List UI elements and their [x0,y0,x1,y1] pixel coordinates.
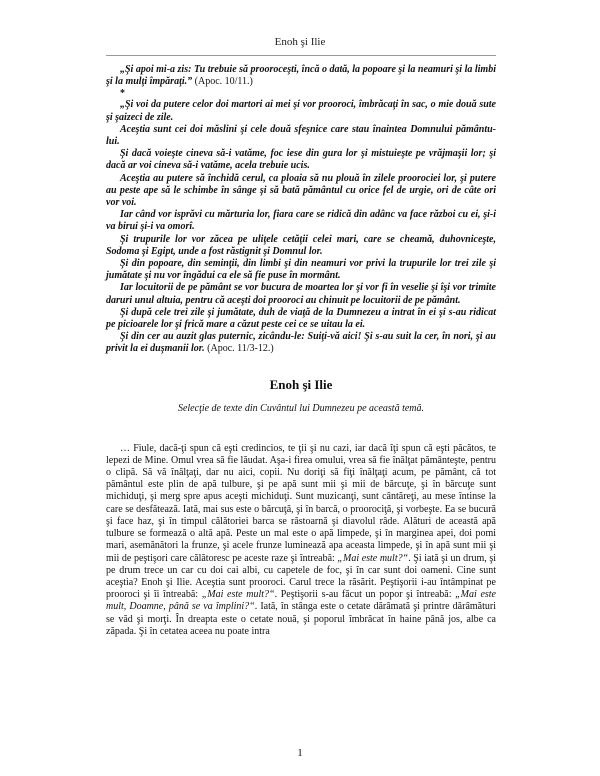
quote-paragraph: Iar când vor isprăvi cu mărturia lor, fiara care se ridică din adânc va face război cu ei, şi-i va birui şi-i va omorî. [106,209,496,233]
body-text-part: . Iată, în stânga este o cetate dărâmată şi printre dărâmături se văd şi morţi. În dreapta este o cetate nouă, şi poporul îmbrăcat în haine până jos, albe ca zăpada. Şi în cetatea aceea nu poate intra [106,601,496,637]
quote-paragraph: Aceştia au putere să închidă cerul, ca ploaia să nu plouă în zilele proorociei lor, şi putere au peste ape să le schimbe în sânge şi să bată pământul cu orice fel de urgie, ori de câte ori vor voi. [106,172,496,209]
quote-paragraph: Şi din popoare, din seminţii, din limbi şi din neamuri vor privi la trupurile lor trei zile şi jumătate şi nu vor îngădui ca ele să fie puse în mormânt. [106,258,496,282]
quote-paragraph: Şi trupurile lor vor zăcea pe uliţele cetăţii celei mari, care se cheamă, duhovniceşte, Sodoma şi Egipt, unde a fost răstignit şi Domnul lor. [106,233,496,257]
page-number: 1 [297,747,303,759]
emphasized-quote: „Mai este mult?“ [337,552,409,564]
running-header: Enoh şi Ilie [274,36,326,48]
quote-text: „Şi apoi mi-a zis: Tu trebuie să prooroceşti, încă o dată, la popoare şi la neamuri şi la limbi şi la mulţi împăraţi.” [106,64,496,88]
quote-paragraph: Şi după cele trei zile şi jumătate, duh de viaţă de la Dumnezeu a intrat în ei şi s-au ridicat pe picioarele lor şi frică mare a căzut peste cei ce se uitau la ei. [106,306,496,331]
body-text-part: … Fiule, dacă-ţi spun că eşti credincios, te ţii şi nu cazi, iar dacă îţi spun că eşti păcătos, te lepezi de Mine. Omul vrea să fie lăudat. Aşa-i firea omului, vrea să fie înălţat pământeşte, pentru o clipă. Să vă înălţaţi, dar nu aici, copii. Nu doriţi să fiţi înălţaţi acum, pe pământ, că tot pământul este plin de apă tulbure, şi pe apă sunt mii şi mii de bărcuţe, şi în bărcuţe sunt michiduţi, şi merg spre apus aceşti michiduţi. Sunt muzicanţi, sunt cântăreţi, au mese întinse la care se desfătează. Iată, mai sus este o bărcuţă, şi în barcă, o proorociţă, şi vorbeşte. Ea se bucură şi face haz, şi în timpul călătoriei barca se răstoarnă şi diavolul râde. Alături de această apă tulbure se formează o altă apă. Peste un mal este o apă limpede, şi în marginea apei, doi pomi mari, asemănători la frunze, şi acele frunze luminează apa aceasta limpede, şi în apă sunt mii şi mii de peştişori care călătoresc pe aceste raze şi întreabă: [106,442,496,564]
emphasized-quote: „Mai este mult, Doamne, până se va împlini?“ [106,589,496,613]
quote-paragraph: Iar locuitorii de pe pământ se vor bucura de moartea lor şi vor fi în veselie şi îşi vor trimite daruri unul altuia, pentru că aceşti doi prooroci au chinuit pe locuitorii de pe pământ. [106,282,496,306]
quote-reference: (Apoc. 11/3-12.) [204,343,274,355]
separator-star: * [120,88,125,100]
quote-reference: (Apoc. 10/11.) [192,76,253,88]
body-text-part: . Peştişorii s-au făcut un popor şi întreabă: [274,589,456,601]
quote-paragraph: Aceştia sunt cei doi măslini şi cele două sfeşnice care stau înaintea Domnului pământu-lui. [106,123,496,148]
quote-paragraph [106,64,496,88]
body-text-part: . Şi iată şi un drum, şi pe drum trece un car cu doi cai albi, cu capetele de foc, şi în car sunt doi oameni. Cine sunt aceştia? Enoh şi Ilie. Aceştia sunt prooroci. Carul trece la răsărit. Peştişorii i-au întâmpinat pe prooroci şi îi întreabă: [106,552,496,601]
quote-paragraph: „Şi voi da putere celor doi martori ai mei şi vor prooroci, îmbrăcaţi în sac, o mie două sute şi şaizeci de zile. [106,99,496,123]
quote-paragraph [106,331,496,355]
header-rule [106,55,496,56]
page-content [106,64,496,638]
quote-text: Şi din cer au auzit glas puternic, zicându-le: Suiţi-vă aici! Şi s-au suit la cer, în nori, şi au privit la ei duşmanii lor. [106,331,496,355]
emphasized-quote: „Mai este mult?“ [201,589,275,601]
section-subtitle: Selecţie de texte din Cuvântul lui Dumnezeu pe această temă. [177,402,425,414]
quote-paragraph: Şi dacă voieşte cineva să-i vatăme, foc iese din gura lor şi mistuieşte pe vrăjmaşii lor; şi dacă ar voi cineva să-i vatăme, acela trebuie ucis. [106,148,496,172]
body-paragraph [106,443,496,638]
section-title: Enoh şi Ilie [269,376,333,392]
